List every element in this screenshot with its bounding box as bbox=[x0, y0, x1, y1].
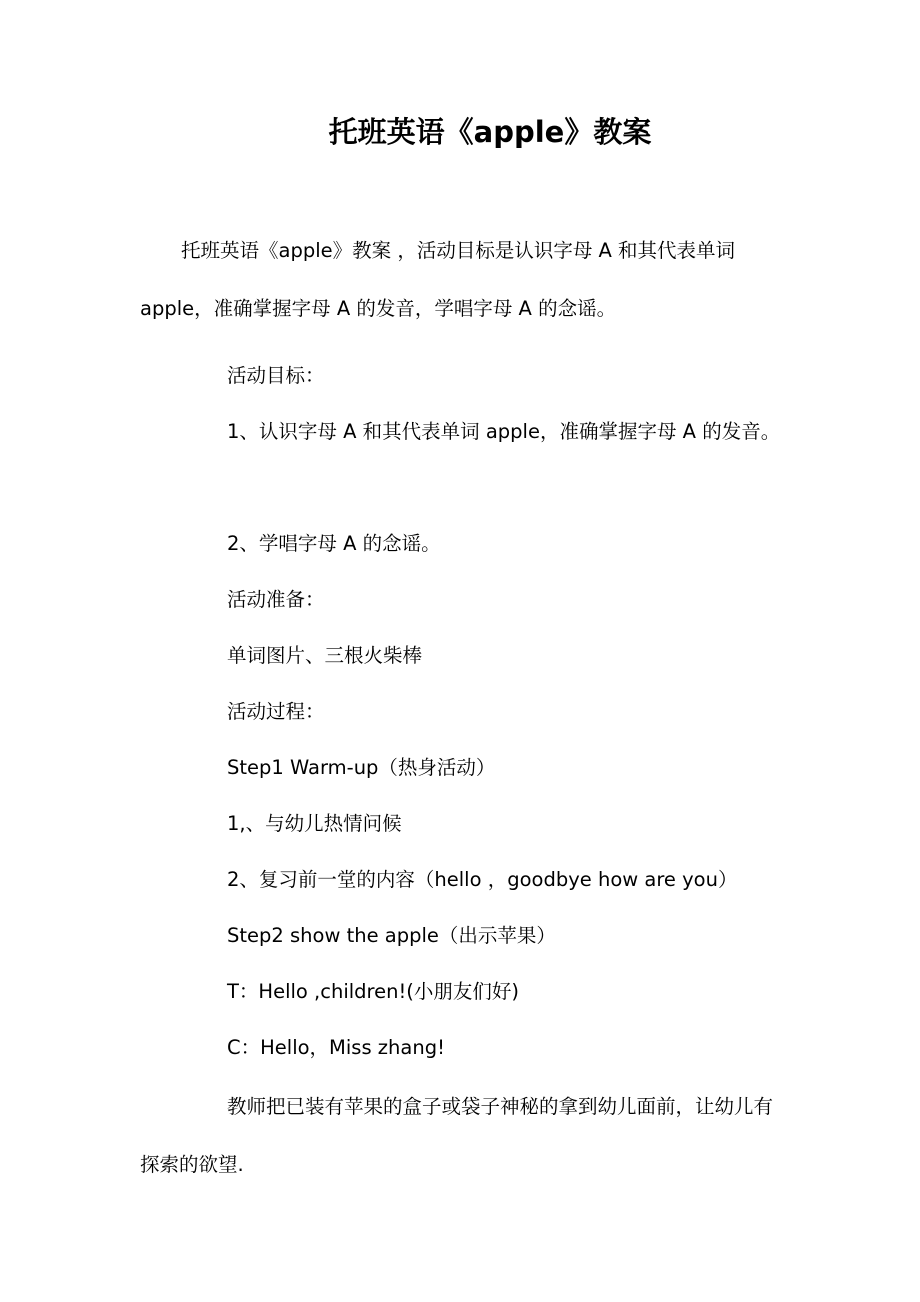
step2-heading: Step2 show the apple（出示苹果） bbox=[227, 924, 556, 947]
goals-heading: 活动目标： bbox=[227, 364, 325, 387]
intro-paragraph: 托班英语《apple》教案 ，活动目标是认识字母 A 和其代表单词 apple，准确掌握字母 A 的发音，学唱字母 A 的念谣。 bbox=[140, 239, 736, 320]
goal-1: 1、认识字母 A 和其代表单词 apple，准确掌握字母 A 的发音。 bbox=[227, 420, 781, 443]
dialog-children: C：Hello，Miss zhang! bbox=[227, 1036, 445, 1059]
document-title: 托班英语《apple》教案 bbox=[328, 115, 652, 149]
closing-paragraph: 教师把已装有苹果的盒子或袋子神秘的拿到幼儿面前，让幼儿有探索的欲望. bbox=[140, 1095, 774, 1176]
step1-item-2: 2、复习前一堂的内容（hello ，goodbye how are you） bbox=[227, 868, 738, 891]
prep-items: 单词图片、三根火柴棒 bbox=[227, 644, 423, 667]
prep-heading: 活动准备： bbox=[227, 588, 325, 611]
process-heading: 活动过程： bbox=[227, 700, 325, 723]
goal-2: 2、学唱字母 A 的念谣。 bbox=[227, 532, 441, 555]
step1-heading: Step1 Warm-up（热身活动） bbox=[227, 756, 496, 779]
dialog-teacher: T：Hello ,children!(小朋友们好) bbox=[227, 980, 520, 1003]
step1-item-1: 1,、与幼儿热情问候 bbox=[227, 812, 402, 835]
